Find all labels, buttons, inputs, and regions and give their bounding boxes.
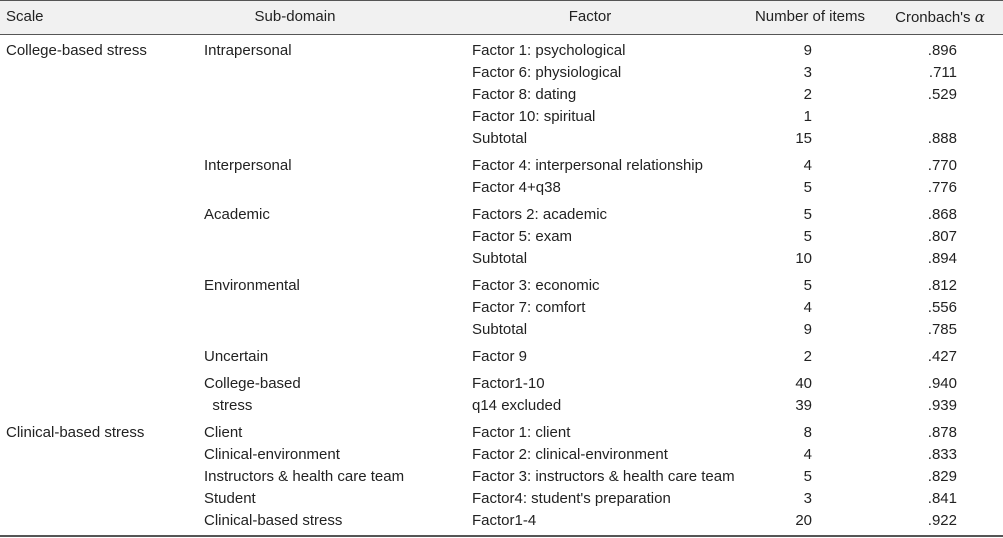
header-scale: Scale <box>6 8 44 25</box>
row-items: 40 <box>795 375 812 392</box>
row-subdomain: Academic <box>204 206 270 223</box>
row-factor: Factor 5: exam <box>472 228 573 245</box>
row-subdomain: Uncertain <box>204 348 269 365</box>
row-factor: Factor 6: physiological <box>472 64 622 81</box>
header-items: Number of items <box>754 8 866 25</box>
row-alpha: .841 <box>927 490 957 507</box>
row-subdomain: Student <box>204 490 256 507</box>
row-factor: Factor1-4 <box>472 512 537 529</box>
row-factor: Factor4: student's preparation <box>472 490 671 507</box>
row-factor: Factor 7: comfort <box>472 299 586 316</box>
row-subdomain: College-based <box>204 375 301 392</box>
row-items: 9 <box>803 321 812 338</box>
row-factor: Subtotal <box>472 321 528 338</box>
row-factor: Factor 8: dating <box>472 86 577 103</box>
row-alpha: .888 <box>927 130 957 147</box>
row-alpha: .833 <box>927 446 957 463</box>
header-alpha <box>884 6 996 29</box>
row-subdomain: Intrapersonal <box>204 42 292 59</box>
row-alpha: .812 <box>927 277 957 294</box>
row-alpha: .427 <box>927 348 957 365</box>
row-items: 4 <box>803 299 812 316</box>
row-items: 39 <box>795 397 812 414</box>
row-factor: q14 excluded <box>472 397 562 414</box>
row-subdomain: Client <box>204 424 243 441</box>
row-alpha: .776 <box>927 179 957 196</box>
row-alpha: .896 <box>927 42 957 59</box>
row-alpha: .878 <box>927 424 957 441</box>
header-alpha-symbol: α <box>974 8 985 26</box>
row-alpha: .785 <box>927 321 957 338</box>
row-items: 20 <box>795 512 812 529</box>
row-factor: Factor 9 <box>472 348 528 365</box>
row-items: 2 <box>803 348 812 365</box>
row-items: 8 <box>803 424 812 441</box>
row-factor: Factor1-10 <box>472 375 545 392</box>
row-subdomain: Interpersonal <box>204 157 292 174</box>
top-rule <box>0 0 1003 1</box>
row-factor: Factor 4: interpersonal relationship <box>472 157 703 174</box>
row-items: 5 <box>803 228 812 245</box>
table-header <box>0 0 1003 34</box>
row-subdomain: Clinical-based stress <box>204 512 343 529</box>
row-items: 5 <box>803 468 812 485</box>
row-subdomain: Environmental <box>204 277 300 294</box>
row-subdomain: stress <box>204 397 253 414</box>
row-alpha: .711 <box>928 64 957 81</box>
row-subdomain: Instructors & health care team <box>204 468 405 485</box>
row-alpha: .770 <box>927 157 957 174</box>
row-factor: Factor 1: psychological <box>472 42 626 59</box>
row-alpha: .807 <box>927 228 957 245</box>
row-alpha: .922 <box>927 512 957 529</box>
row-factor: Factors 2: academic <box>472 206 608 223</box>
row-items: 4 <box>803 446 812 463</box>
row-scale: Clinical-based stress <box>6 424 145 441</box>
row-alpha: .868 <box>927 206 957 223</box>
bottom-rule <box>0 535 1003 537</box>
row-items: 10 <box>795 250 812 267</box>
header-alpha-prefix: Cronbach's <box>895 9 971 26</box>
row-factor: Subtotal <box>472 130 528 147</box>
row-subdomain: Clinical-environment <box>204 446 340 463</box>
row-items: 5 <box>803 179 812 196</box>
row-factor: Factor 1: client <box>472 424 571 441</box>
row-items: 5 <box>803 277 812 294</box>
header-rule <box>0 34 1003 35</box>
row-factor: Factor 2: clinical-environment <box>472 446 668 463</box>
row-items: 15 <box>795 130 812 147</box>
row-items: 4 <box>803 157 812 174</box>
row-alpha: .939 <box>927 397 957 414</box>
row-items: 2 <box>803 86 812 103</box>
row-scale: College-based stress <box>6 42 147 59</box>
row-alpha: .556 <box>927 299 957 316</box>
row-factor: Factor 3: instructors & health care team <box>472 468 735 485</box>
row-items: 3 <box>803 490 812 507</box>
row-alpha: .894 <box>927 250 957 267</box>
row-factor: Factor 4+q38 <box>472 179 561 196</box>
row-items: 3 <box>803 64 812 81</box>
row-alpha: .829 <box>927 468 957 485</box>
row-alpha: .940 <box>927 375 957 392</box>
row-items: 5 <box>803 206 812 223</box>
header-subdomain: Sub-domain <box>254 8 336 25</box>
row-items: 1 <box>803 108 812 125</box>
row-alpha: .529 <box>927 86 957 103</box>
row-factor: Subtotal <box>472 250 528 267</box>
header-factor: Factor <box>568 8 612 25</box>
row-factor: Factor 3: economic <box>472 277 600 294</box>
row-items: 9 <box>803 42 812 59</box>
row-factor: Factor 10: spiritual <box>472 108 596 125</box>
